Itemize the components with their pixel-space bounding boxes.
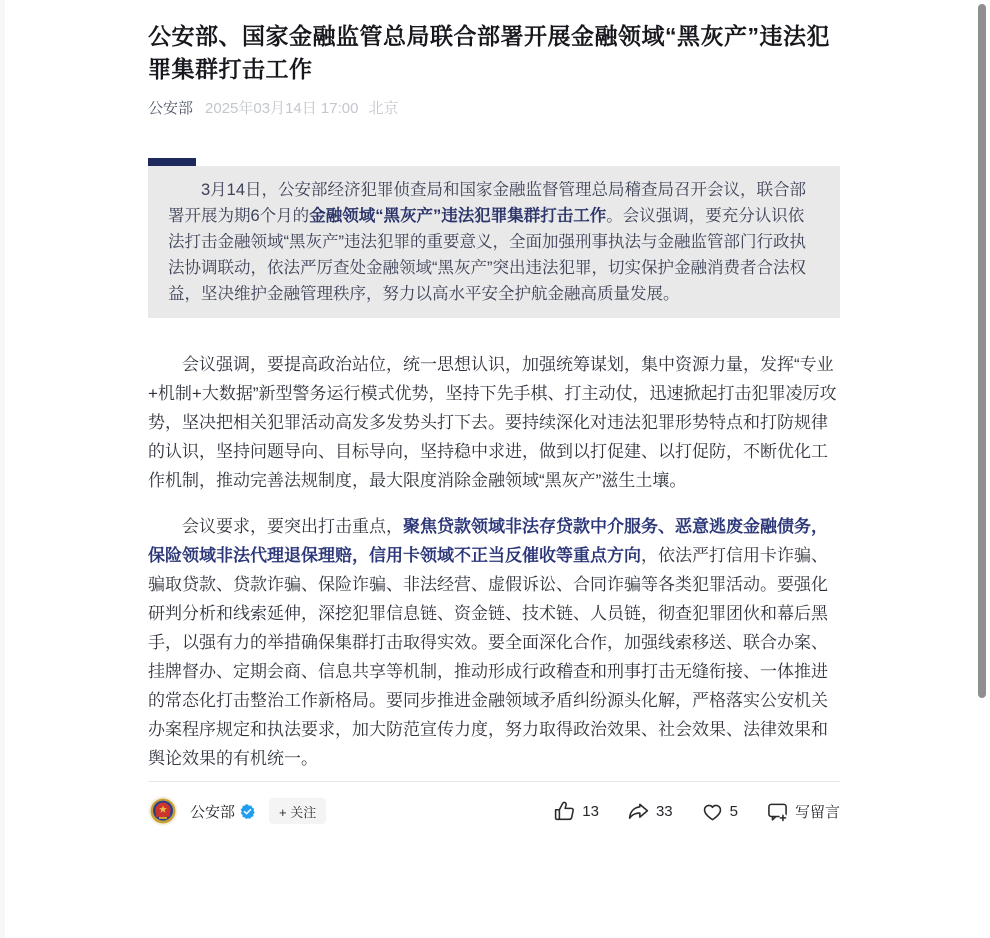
text-run: ，依法严打信用卡诈骗、骗取贷款、贷款诈骗、保险诈骗、非法经营、虚假诉讼、合同诈骗等各类犯罪活动。要强化研判分析和线索延伸，深挖犯罪信息链、资金链、技术链、人员链，彻查犯罪团伙和幕后黑手，以强有力的举措确保集群打击取得实效。要全面深化合作，加强线索移送、联合办案、挂牌督办、定期会商、信息共享等机制，推动形成行政稽查和刑事打击无缝衔接、一体推进的常态化打击整治工作新格局。要同步推进金融领域矛盾纠纷源头化解，严格落实公安机关办案程序规定和执法要求，加大防范宣传力度，努力取得政治效果、社会效果、法律效果和舆论效果的有机统一。	[148, 546, 828, 768]
publisher-footer	[148, 795, 840, 827]
publish-location: 北京	[368, 100, 399, 117]
share-button[interactable]	[627, 800, 673, 823]
article-container	[148, 0, 840, 827]
body-paragraph	[148, 350, 840, 495]
like-count: 13	[582, 802, 599, 820]
publish-date: 2025年03月14日 17:00	[205, 100, 359, 117]
comment-button[interactable]	[766, 800, 840, 823]
page-left-edge	[0, 0, 5, 938]
lead-quote-section	[148, 166, 840, 318]
author-name[interactable]: 公安部	[190, 803, 236, 821]
share-count: 33	[655, 802, 673, 820]
vertical-scrollbar-thumb[interactable]	[978, 4, 986, 698]
heart-icon	[701, 800, 724, 823]
quote-accent-bar	[148, 158, 196, 166]
text-run: 3月14日，公安部经济犯罪侦查局和国家金融监督管理总局稽查局召开会议，联合部署开展为期6个月的	[168, 181, 807, 225]
lead-quote-box	[148, 166, 840, 318]
share-arrow-icon	[627, 800, 650, 823]
heart-count: 5	[729, 802, 738, 820]
text-run: 聚焦贷款领域非法存贷款中介服务、恶意逃废金融债务，保险领域非法代理退保理赔，信用卡领域不正当反催收等重点方向	[148, 517, 828, 565]
like-button[interactable]	[553, 800, 599, 823]
verified-badge-icon	[240, 804, 255, 819]
text-run: 会议要求，要突出打击重点，	[182, 517, 403, 536]
source-link[interactable]: 公安部	[148, 100, 194, 117]
heart-button[interactable]	[701, 800, 738, 823]
police-emblem-avatar[interactable]	[148, 796, 178, 826]
comment-label: 写留言	[794, 803, 840, 821]
article-title: 公安部、国家金融监管总局联合部署开展金融领域“黑灰产”违法犯罪集群打击工作	[148, 23, 830, 82]
text-run: 会议强调，要提高政治站位，统一思想认识，加强统筹谋划，集中资源力量，发挥“专业+机制+大数据”新型警务运行模式优势，坚持下先手棋、打主动仗，迅速掀起打击犯罪凌厉攻势，坚决把相关犯罪活动高发多发势头打下去。要持续深化对违法犯罪形势特点和打防规律的认识，坚持问题导向、目标导向，坚持稳中求进，做到以打促建、以打促防，不断优化工作机制，推动完善法规制度，最大限度消除金融领域“黑灰产”滋生土壤。	[148, 355, 837, 490]
comment-plus-icon	[766, 800, 789, 823]
action-bar	[553, 800, 840, 823]
text-run: 。会议强调，要充分认识依法打击金融领域“黑灰产”违法犯罪的重要意义，全面加强刑事执法与金融监管部门行政执法协调联动，依法严厉查处金融领域“黑灰产”突出违法犯罪，切实保护金融消费者合法权益，坚决维护金融管理秩序，努力以高水平安全护航金融高质量发展。	[168, 207, 806, 303]
body-paragraph	[148, 512, 840, 773]
text-run: 金融领域“黑灰产”违法犯罪集群打击工作	[309, 207, 607, 225]
follow-button[interactable]: + 关注	[269, 798, 326, 824]
thumbs-up-icon	[553, 800, 576, 823]
article-meta	[148, 98, 840, 119]
footer-divider	[148, 781, 840, 782]
